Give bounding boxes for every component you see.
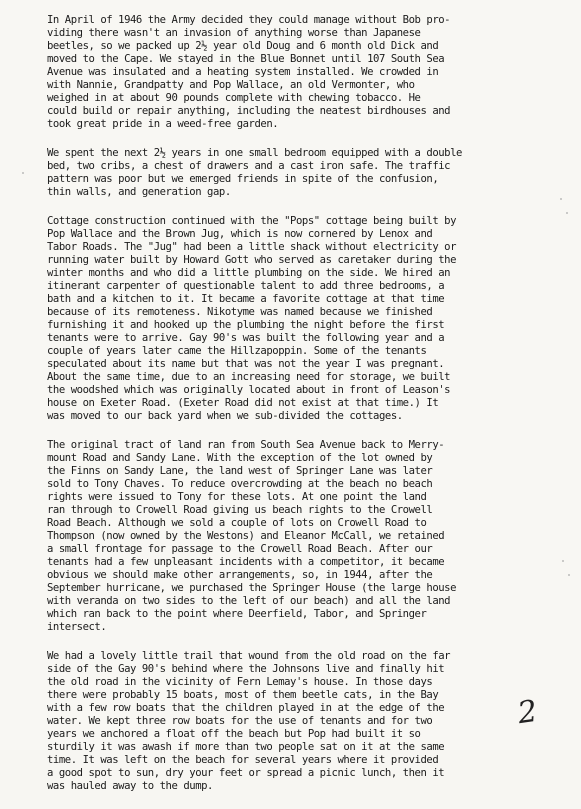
text-line: intersect.: [47, 621, 107, 633]
text-line: water. We kept three row boats for the use of tenants and for two: [47, 715, 433, 727]
text-line: Road Beach. Although we sold a couple of lots on Crowell Road to: [47, 517, 427, 529]
text-line: itinerant carpenter of questionable talent to add three bedrooms, a: [47, 280, 445, 292]
text-line: could build or repair anything, including the neatest birdhouses and: [47, 105, 451, 117]
text-line: rights were issued to Tony for these lots. At one point the land: [47, 491, 427, 503]
text-line: tenants were to arrive. Gay 90's was built the following year and a: [47, 332, 445, 344]
text-line: with a few row boats that the children played in at the edge of the: [47, 702, 445, 714]
paragraph: [47, 14, 561, 131]
text-line: side of the Gay 90's behind where the Johnsons live and finally hit: [47, 663, 445, 675]
text-line: furnishing it and hooked up the plumbing the night before the first: [47, 319, 445, 331]
text-line: running water built by Howard Gott who served as caretaker during the: [47, 254, 457, 266]
text-line: took great pride in a weed-free garden.: [47, 118, 279, 130]
text-line: sold to Tony Chaves. To reduce overcrowding at the beach no beach: [47, 478, 433, 490]
text-line: the woodshed which was originally located about in front of Leason's: [47, 384, 451, 396]
text-line: was moved to our back yard when we sub-divided the cottages.: [47, 410, 403, 422]
text-line: because of its remoteness. Nikotyme was named because we finished: [47, 306, 433, 318]
text-line: September hurricane, we purchased the Springer House (the large house: [47, 582, 457, 594]
text-line: beetles, so we packed up 2½ year old Doug and 6 month old Dick and: [47, 40, 439, 52]
text-line: pattern was poor but we emerged friends in spite of the confusion,: [47, 173, 439, 185]
paragraph: [47, 650, 561, 793]
text-line: In April of 1946 the Army decided they could manage without Bob pro-: [47, 14, 451, 26]
text-line: the Finns on Sandy Lane, the land west of Springer Lane was later: [47, 465, 433, 477]
text-line: weighed in at about 90 pounds complete with chewing tobacco. He: [47, 92, 421, 104]
text-line: a good spot to sun, dry your feet or spread a picnic lunch, then it: [47, 767, 445, 779]
document-body: [47, 14, 561, 809]
paper-speck: [562, 560, 564, 562]
text-line: with Nannie, Grandpatty and Pop Wallace, an old Vermonter, who: [47, 79, 415, 91]
text-line: Tabor Roads. The "Jug" had been a little shack without electricity or: [47, 241, 457, 253]
text-line: ran through to Crowell Road giving us beach rights to the Crowell: [47, 504, 433, 516]
text-line: bath and a kitchen to it. It became a favorite cottage at that time: [47, 293, 445, 305]
text-line: mount Road and Sandy Lane. With the exception of the lot owned by: [47, 452, 433, 464]
text-line: The original tract of land ran from South Sea Avenue back to Merry-: [47, 439, 445, 451]
paper-speck: [22, 172, 24, 174]
page-number: 2: [515, 693, 540, 732]
paper-speck: [560, 198, 562, 200]
text-line: there were probably 15 boats, most of them beetle cats, in the Bay: [47, 689, 439, 701]
text-line: bed, two cribs, a chest of drawers and a cast iron safe. The traffic: [47, 160, 451, 172]
paragraph: [47, 215, 561, 423]
text-line: Thompson (now owned by the Westons) and Eleanor McCall, we retained: [47, 530, 445, 542]
text-line: house on Exeter Road. (Exeter Road did not exist at that time.) It: [47, 397, 439, 409]
paragraph: [47, 147, 561, 199]
text-line: with veranda on two sides to the left of our beach) and all the land: [47, 595, 451, 607]
text-line: was hauled away to the dump.: [47, 780, 213, 792]
text-line: tenants had a few unpleasant incidents with a competitor, it became: [47, 556, 445, 568]
text-line: sturdily it was awash if more than two people sat on it at the same: [47, 741, 445, 753]
text-line: We had a lovely little trail that wound from the old road on the far: [47, 650, 451, 662]
text-line: About the same time, due to an increasing need for storage, we built: [47, 371, 451, 383]
text-line: Pop Wallace and the Brown Jug, which is now cornered by Lenox and: [47, 228, 433, 240]
paragraph: [47, 439, 561, 634]
text-line: thin walls, and generation gap.: [47, 186, 231, 198]
text-line: time. It was left on the beach for several years where it provided: [47, 754, 439, 766]
text-line: moved to the Cape. We stayed in the Blue Bonnet until 107 South Sea: [47, 53, 445, 65]
text-line: the old road in the vicinity of Fern Lemay's house. In those days: [47, 676, 433, 688]
text-line: speculated about its name but that was not the year I was pregnant.: [47, 358, 445, 370]
text-line: a small frontage for passage to the Crowell Road Beach. After our: [47, 543, 433, 555]
text-line: couple of years later came the Hillzapoppin. Some of the tenants: [47, 345, 427, 357]
text-line: obvious we should make other arrangements, so, in 1944, after the: [47, 569, 433, 581]
text-line: winter months and who did a little plumbing on the side. We hired an: [47, 267, 451, 279]
text-line: which ran back to the point where Deerfield, Tabor, and Springer: [47, 608, 427, 620]
text-line: years we anchored a float off the beach but Pop had built it so: [47, 728, 421, 740]
paper-speck: [568, 574, 570, 576]
text-line: viding there wasn't an invasion of anything worse than Japanese: [47, 27, 421, 39]
text-line: Avenue was insulated and a heating system installed. We crowded in: [47, 66, 439, 78]
text-line: We spent the next 2½ years in one small bedroom equipped with a double: [47, 147, 462, 159]
text-line: Cottage construction continued with the "Pops" cottage being built by: [47, 215, 457, 227]
paper-speck: [566, 212, 568, 214]
